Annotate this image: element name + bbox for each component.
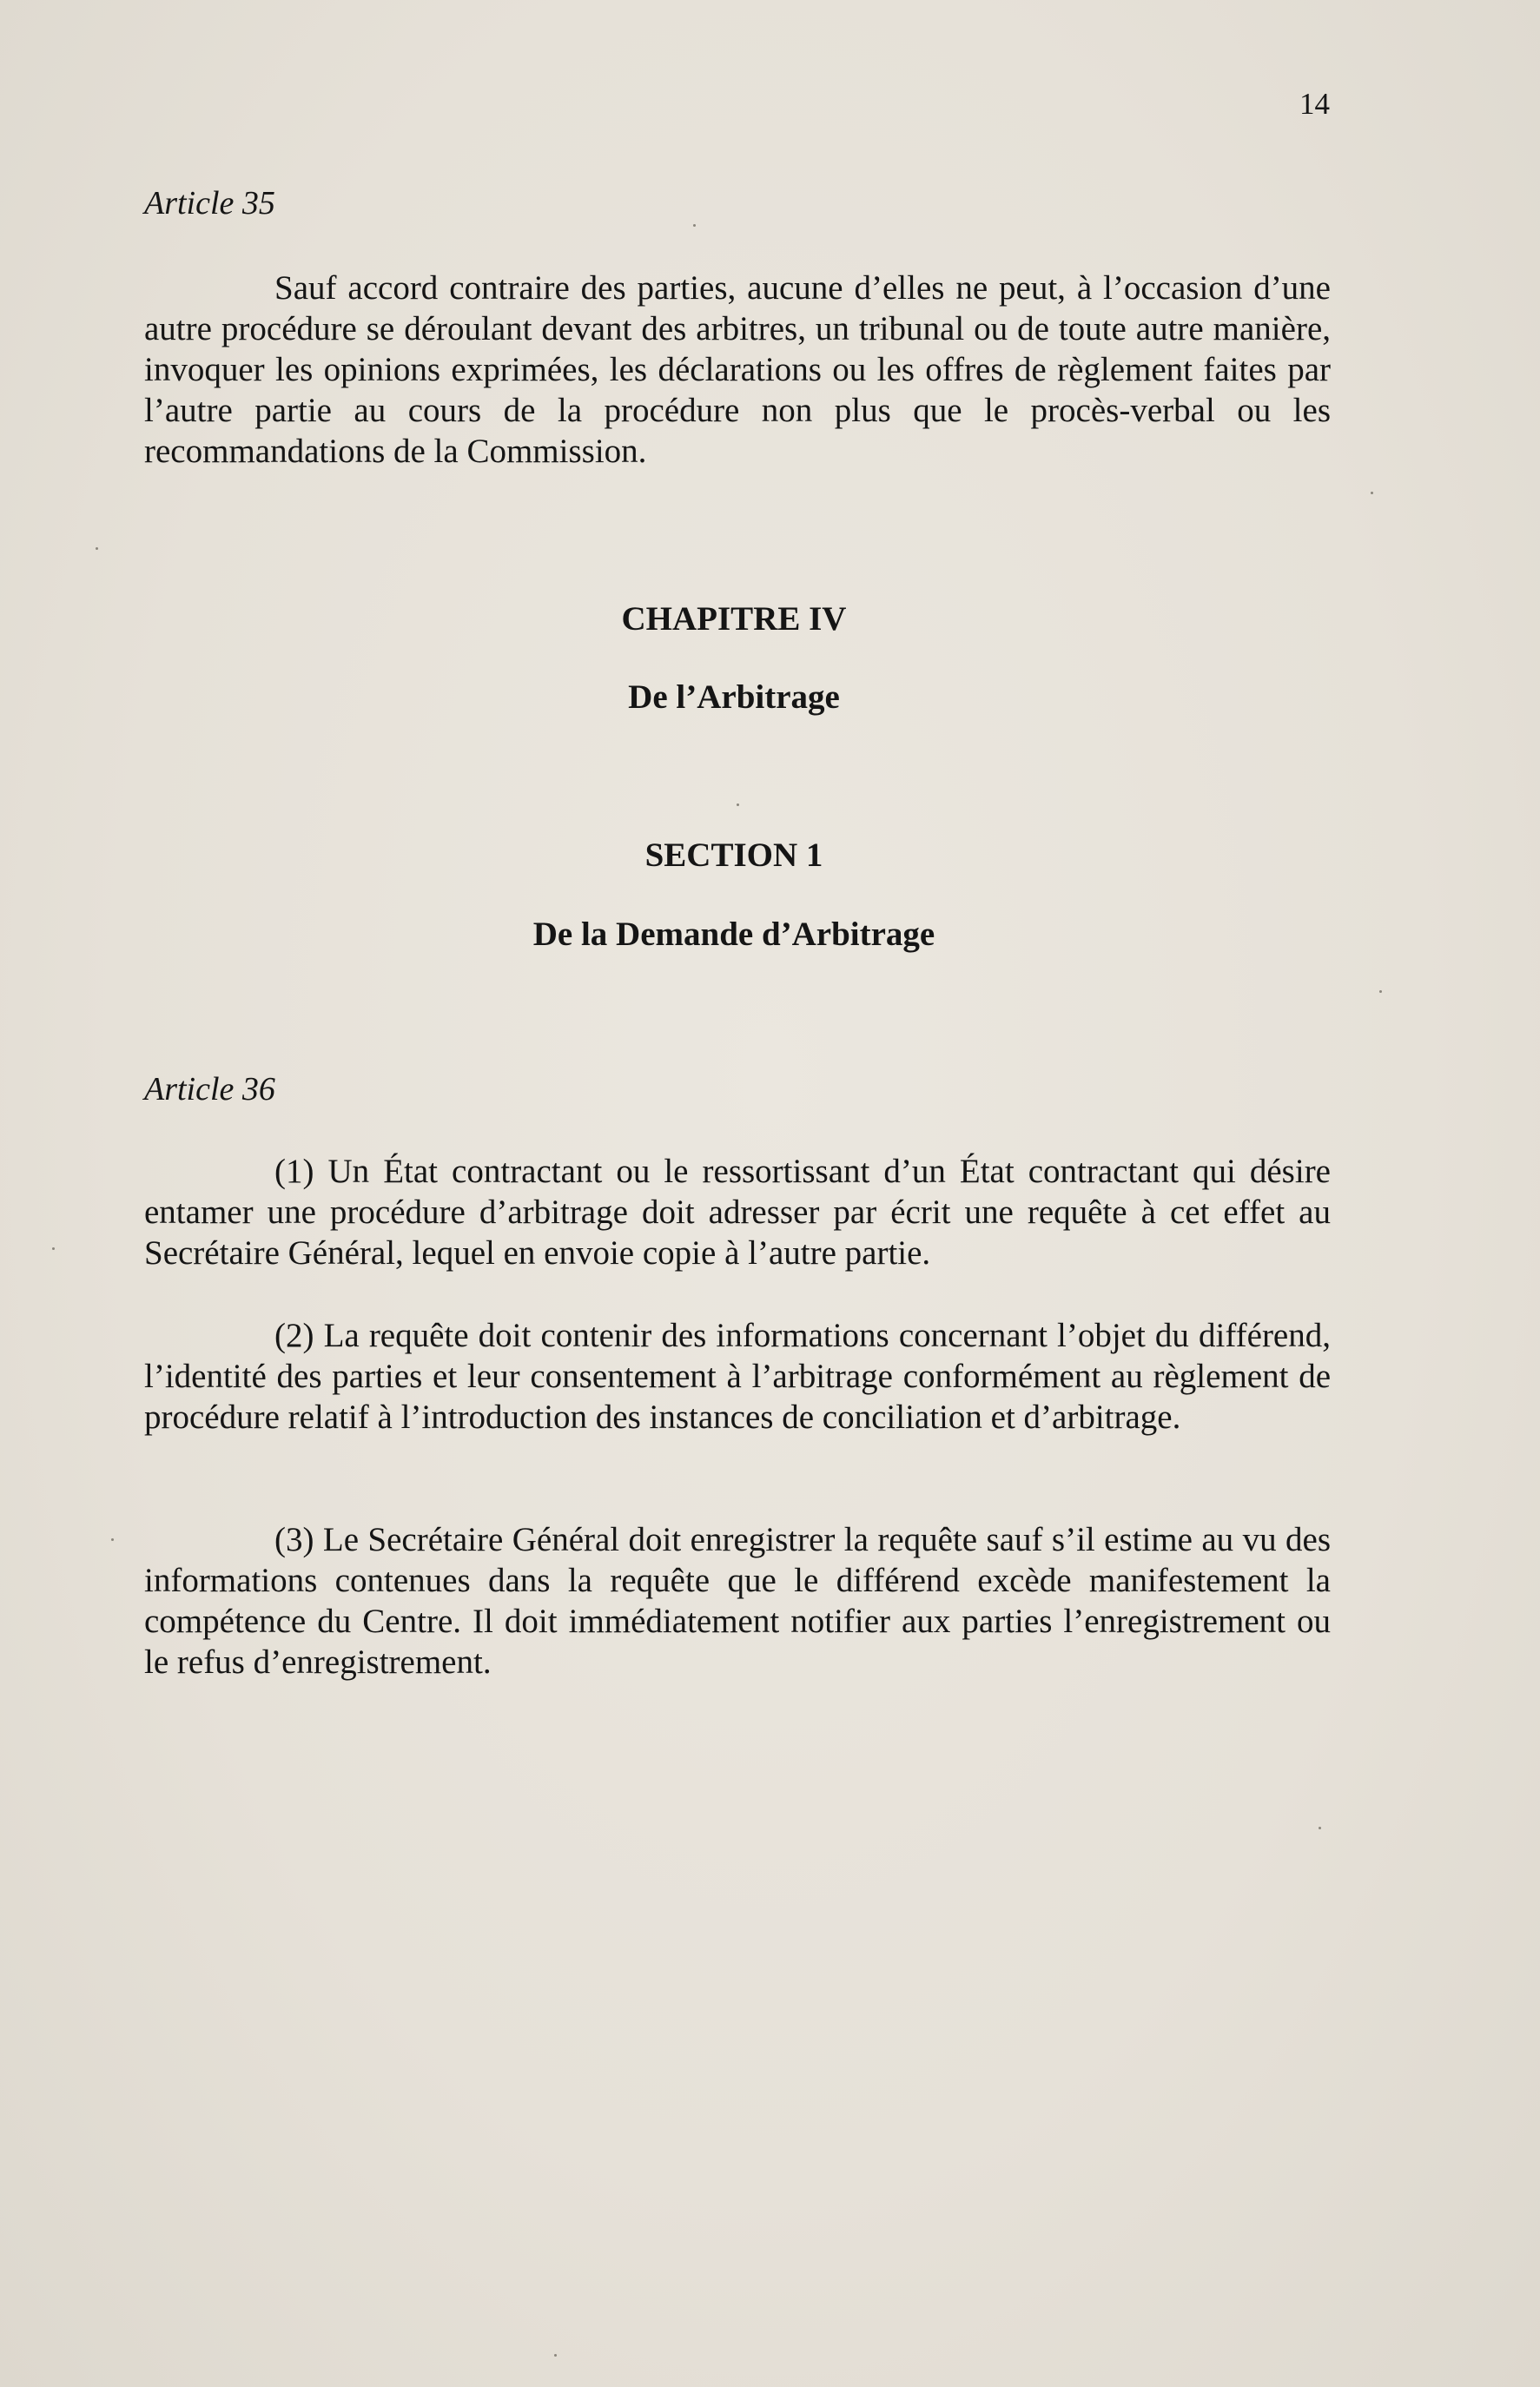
scan-speck bbox=[96, 547, 98, 550]
scan-speck bbox=[737, 803, 739, 806]
scan-speck bbox=[52, 1247, 55, 1250]
scan-speck bbox=[554, 2354, 557, 2357]
section-subtitle: De la Demande d’Arbitrage bbox=[532, 916, 935, 953]
scan-speck bbox=[1371, 492, 1373, 494]
scan-speck bbox=[111, 1538, 114, 1541]
section-title: SECTION 1 bbox=[644, 836, 823, 874]
scan-speck bbox=[693, 224, 696, 227]
page-number: 14 bbox=[1299, 87, 1330, 121]
chapter-title: CHAPITRE IV bbox=[621, 600, 847, 638]
scan-speck bbox=[1319, 1827, 1321, 1829]
chapter-subtitle: De l’Arbitrage bbox=[628, 678, 840, 716]
article-35-heading: Article 35 bbox=[144, 185, 275, 222]
article-36-paragraph-1: (1) Un État contractant ou le ressortissant d’un État contractant qui désire entamer une procédure d’arbitrage doit adresser par écrit une requête à cet effet au Secrétaire Général, lequel en envoie copie à l’autre partie. bbox=[144, 1153, 1331, 1272]
article-36-paragraph-2: (2) La requête doit contenir des informations concernant l’objet du différend, l’identité des parties et leur consentement à l’arbitrage conformément au règlement de procédure relatif à l’introduction des instances de conciliation et d’arbitrage. bbox=[144, 1317, 1331, 1436]
article-36-paragraph-3: (3) Le Secrétaire Général doit enregistrer la requête sauf s’il estime au vu des informations contenues dans la requête que le différend excède manifestement la compétence du Centre. Il doit immédiatement notifier aux parties l’enregistrement ou le refus d’enregistrement. bbox=[144, 1521, 1331, 1681]
scan-speck bbox=[1379, 990, 1382, 993]
article-35-paragraph: Sauf accord contraire des parties, aucune d’elles ne peut, à l’occasion d’une autre procédure se déroulant devant des arbitres, un tribunal ou de toute autre manière, invoquer les opinions exprimées, les déclarations ou les offres de règlement faites par l’autre partie au cours de la procédure non plus que le procès-verbal ou les recommandations de la Commission. bbox=[144, 269, 1331, 470]
article-36-heading: Article 36 bbox=[144, 1071, 275, 1108]
